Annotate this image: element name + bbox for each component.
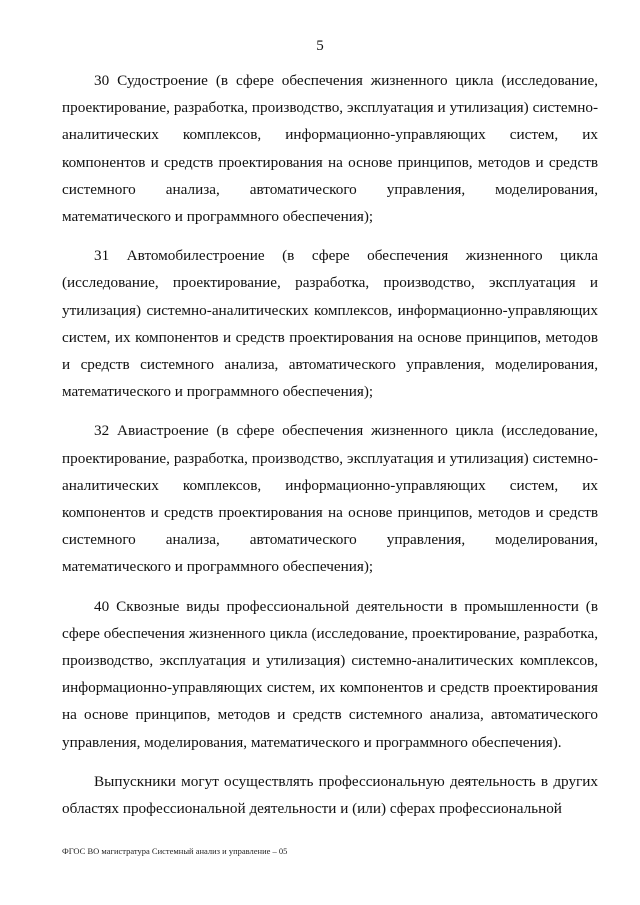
document-body — [62, 67, 598, 834]
paragraph-32-aircraft: 32 Авиастроение (в сфере обеспечения жизненного цикла (исследование, проектирование, разработка, производство, эксплуатация и утилизация) системно-аналитических комплексов, информационно-управляющих систем, их компонентов и средств проектирования на основе принципов, методов и средств системного анализа, автоматического управления, моделирования, математического и программного обеспечения); — [62, 422, 598, 576]
page-number: 5 — [316, 38, 324, 54]
paragraph-40-cross-cutting: 40 Сквозные виды профессиональной деятельности в промышленности (в сфере обеспечения жизненного цикла (исследование, проектирование, разработка, производство, эксплуатация и утилизация) системно-аналитических комплексов, информационно-управляющих систем, их компонентов и средств проектирования на основе принципов, методов и средств системного анализа, автоматического управления, моделирования, математического и программного обеспечения). — [62, 597, 598, 751]
paragraph-31-automotive: 31 Автомобилестроение (в сфере обеспечения жизненного цикла (исследование, проектирование, разработка, производство, эксплуатация и утилизация) системно-аналитических комплексов, информационно-управляющих систем, их компонентов и средств проектирования на основе принципов, методов и средств системного анализа, автоматического управления, моделирования, математического и программного обеспечения); — [62, 247, 598, 401]
paragraph-30-shipbuilding: 30 Судостроение (в сфере обеспечения жизненного цикла (исследование, проектирование, разработка, производство, эксплуатация и утилизация) системно-аналитических комплексов, информационно-управляющих систем, их компонентов и средств проектирования на основе принципов, методов и средств системного анализа, автоматического управления, моделирования, математического и программного обеспечения); — [62, 72, 598, 226]
footer-note: ФГОС ВО магистратура Системный анализ и управление – 05 — [62, 846, 288, 856]
paragraph-graduates: Выпускники могут осуществлять профессиональную деятельность в других областях профессиональной деятельности и (или) сферах профессиональной — [62, 772, 598, 818]
